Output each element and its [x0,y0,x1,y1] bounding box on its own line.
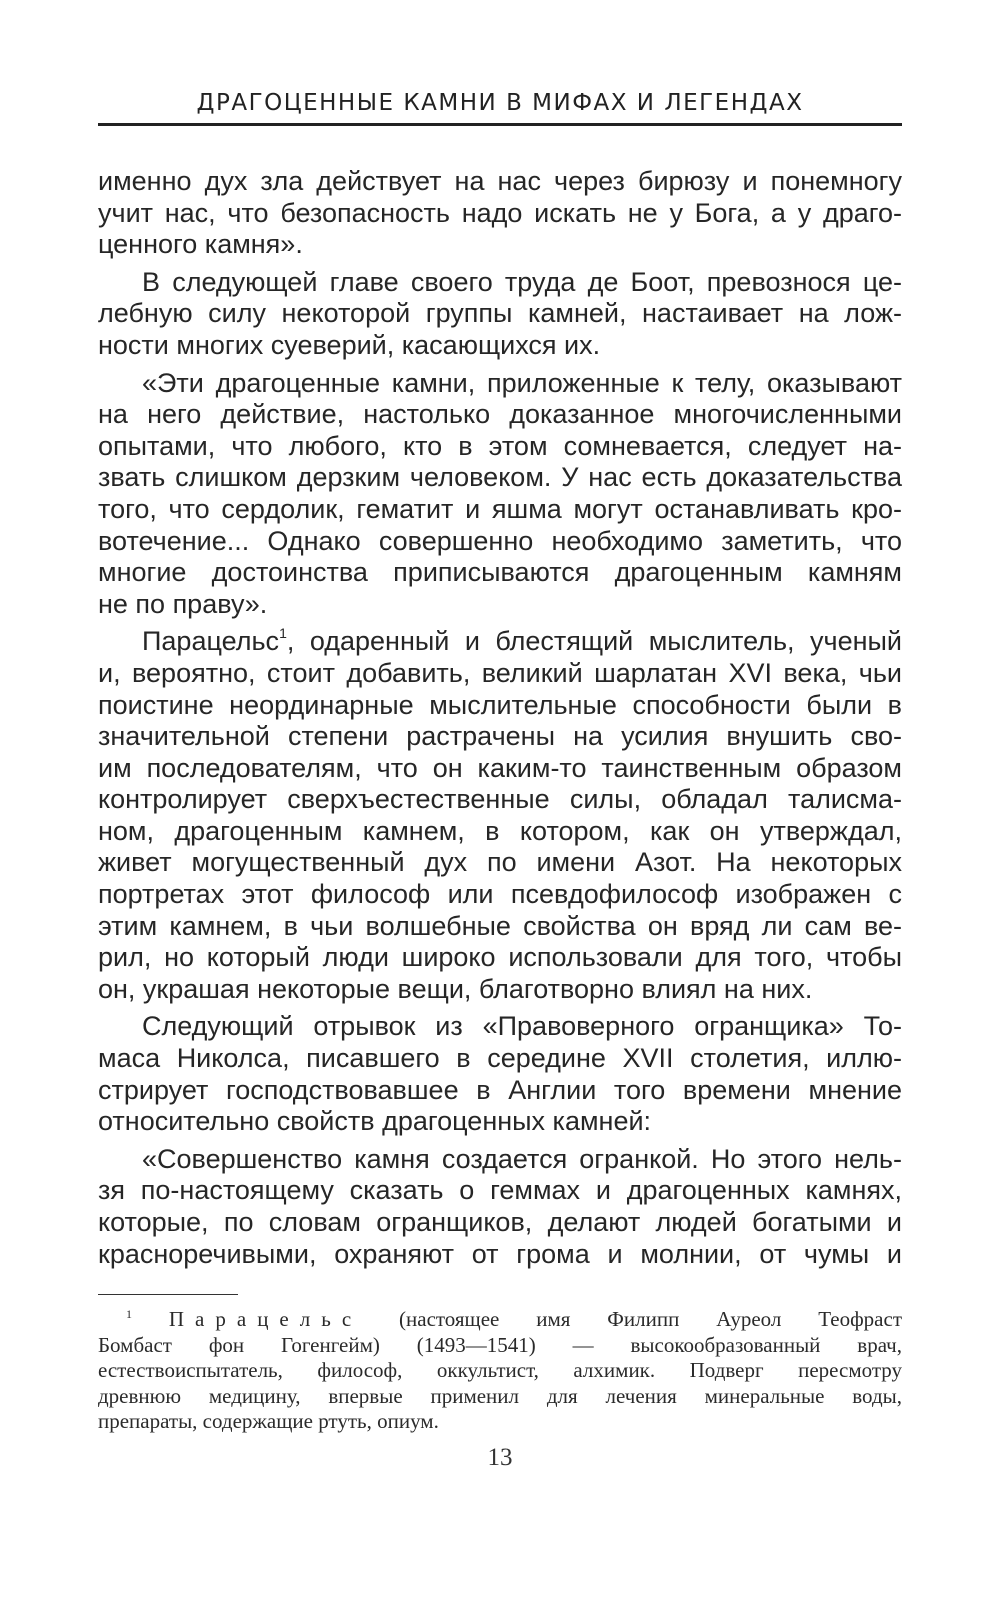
text-line [98,626,902,658]
paragraph-2 [98,267,902,362]
text-line: портретах этот философ или псевдофилософ изображен с [98,879,902,910]
text-line: «Эти драгоценные камни, приложенные к телу, оказывают [142,367,902,398]
text-line: он, украшая некоторые вещи, благотворно влиял на них. [98,973,813,1004]
text-line: рил, но который люди широко использовали для того, чтобы [98,942,902,973]
page-number: 13 [487,1444,513,1471]
text-fragment: , одаренный и блестящий мыслитель, ученый [286,626,902,657]
text-line: В следующей главе своего труда де Боот, превознося це- [142,266,902,297]
text-line: Следующий отрывок из «Правоверного огранщика» То- [142,1011,902,1042]
text-line: этим камнем, в чьи волшебные свойства он вряд ли сам ве- [98,910,902,941]
text-line: маса Николса, писавшего в середине XVII столетия, иллю- [98,1043,902,1074]
paragraph-1 [98,166,902,261]
text-line: лебную силу некоторой группы камней, настаивает на лож- [98,298,902,329]
text-line: многие достоинства приписываются драгоценным камням [98,557,902,588]
text-line: именно дух зла действует на нас через бирюзу и понемногу [98,166,902,196]
text-line: поистине неординарные мыслительные способности были в [98,689,902,720]
text-line: на него действие, настолько доказанное многочисленными [98,399,902,430]
footnote-line: естествоиспытатель, философ, оккультист, алхимик. Подверг пересмотру [98,1358,902,1382]
footnote [98,1307,902,1435]
text-line: не по праву». [98,588,268,619]
main-text [98,166,902,1270]
text-line: ценного камня». [98,229,303,260]
footnote-rule [98,1294,238,1295]
text-line: красноречивыми, охраняют от грома и молнии, от чумы и [98,1238,902,1269]
text-line: и, вероятно, стоит добавить, великий шарлатан XVI века, чьи [98,657,902,688]
text-line: им последователям, что он каким-то таинственным образом [98,752,902,783]
text-line: звать слишком дерзким человеком. У нас есть доказательства [98,462,902,493]
text-line: стрирует господствовавшее в Англии того времени мнение [98,1074,902,1105]
paragraph-6 [98,1144,902,1270]
text-line: вотечение... Однако совершенно необходимо заметить, что [98,525,902,556]
text-line: значительной степени растрачены на усилия внушить сво- [98,721,902,752]
text-line: учит нас, что безопасность надо искать не у Бога, а у драго- [98,197,902,228]
text-line: относительно свойств драгоценных камней: [98,1106,652,1137]
footnote-mark: 1 [126,1307,132,1321]
footnote-line: древнюю медицину, впервые применил для лечения минеральные воды, [98,1383,902,1408]
running-header: ДРАГОЦЕННЫЕ КАМНИ В МИФАХ И ЛЕГЕНДАХ [196,90,804,116]
text-line: того, что сердолик, гематит и яшма могут останавливать кро- [98,493,902,524]
text-line: зя по-настоящему сказать о геммах и драгоценных камнях, [98,1175,902,1206]
paragraph-4 [98,626,902,1005]
text-line: ном, драгоценным камнем, в котором, как он утверждал, [98,815,902,846]
text-line: «Совершенство камня создается огранкой. Но этого нель- [142,1143,902,1174]
text-fragment: (настоящее имя Филипп Ауреол Теофраст [362,1307,903,1331]
paracelsus-name: Парацельс [142,626,280,657]
footnote-line [98,1307,902,1333]
header-rule [98,123,902,126]
paragraph-5 [98,1011,902,1137]
paragraph-3 [98,368,902,621]
footnote-name: Парацельс [168,1307,363,1331]
text-line: контролирует сверхъестественные силы, обладал талисма- [98,784,902,815]
text-line: живет могущественный дух по имени Азот. На некоторых [98,847,902,878]
text-line: ности многих суеверий, касающихся их. [98,329,601,360]
text-line: которые, по словам огранщиков, делают людей богатыми и [98,1207,902,1237]
footnote-line: препараты, содержащие ртуть, опиум. [98,1409,439,1433]
text-line: опытами, что любого, кто в этом сомневается, следует на- [98,430,902,461]
footnote-line: Бомбаст фон Гогенгейм) (1493—1541) — высокообразованный врач, [98,1332,902,1357]
footnote-reference[interactable]: 1 [279,625,287,642]
